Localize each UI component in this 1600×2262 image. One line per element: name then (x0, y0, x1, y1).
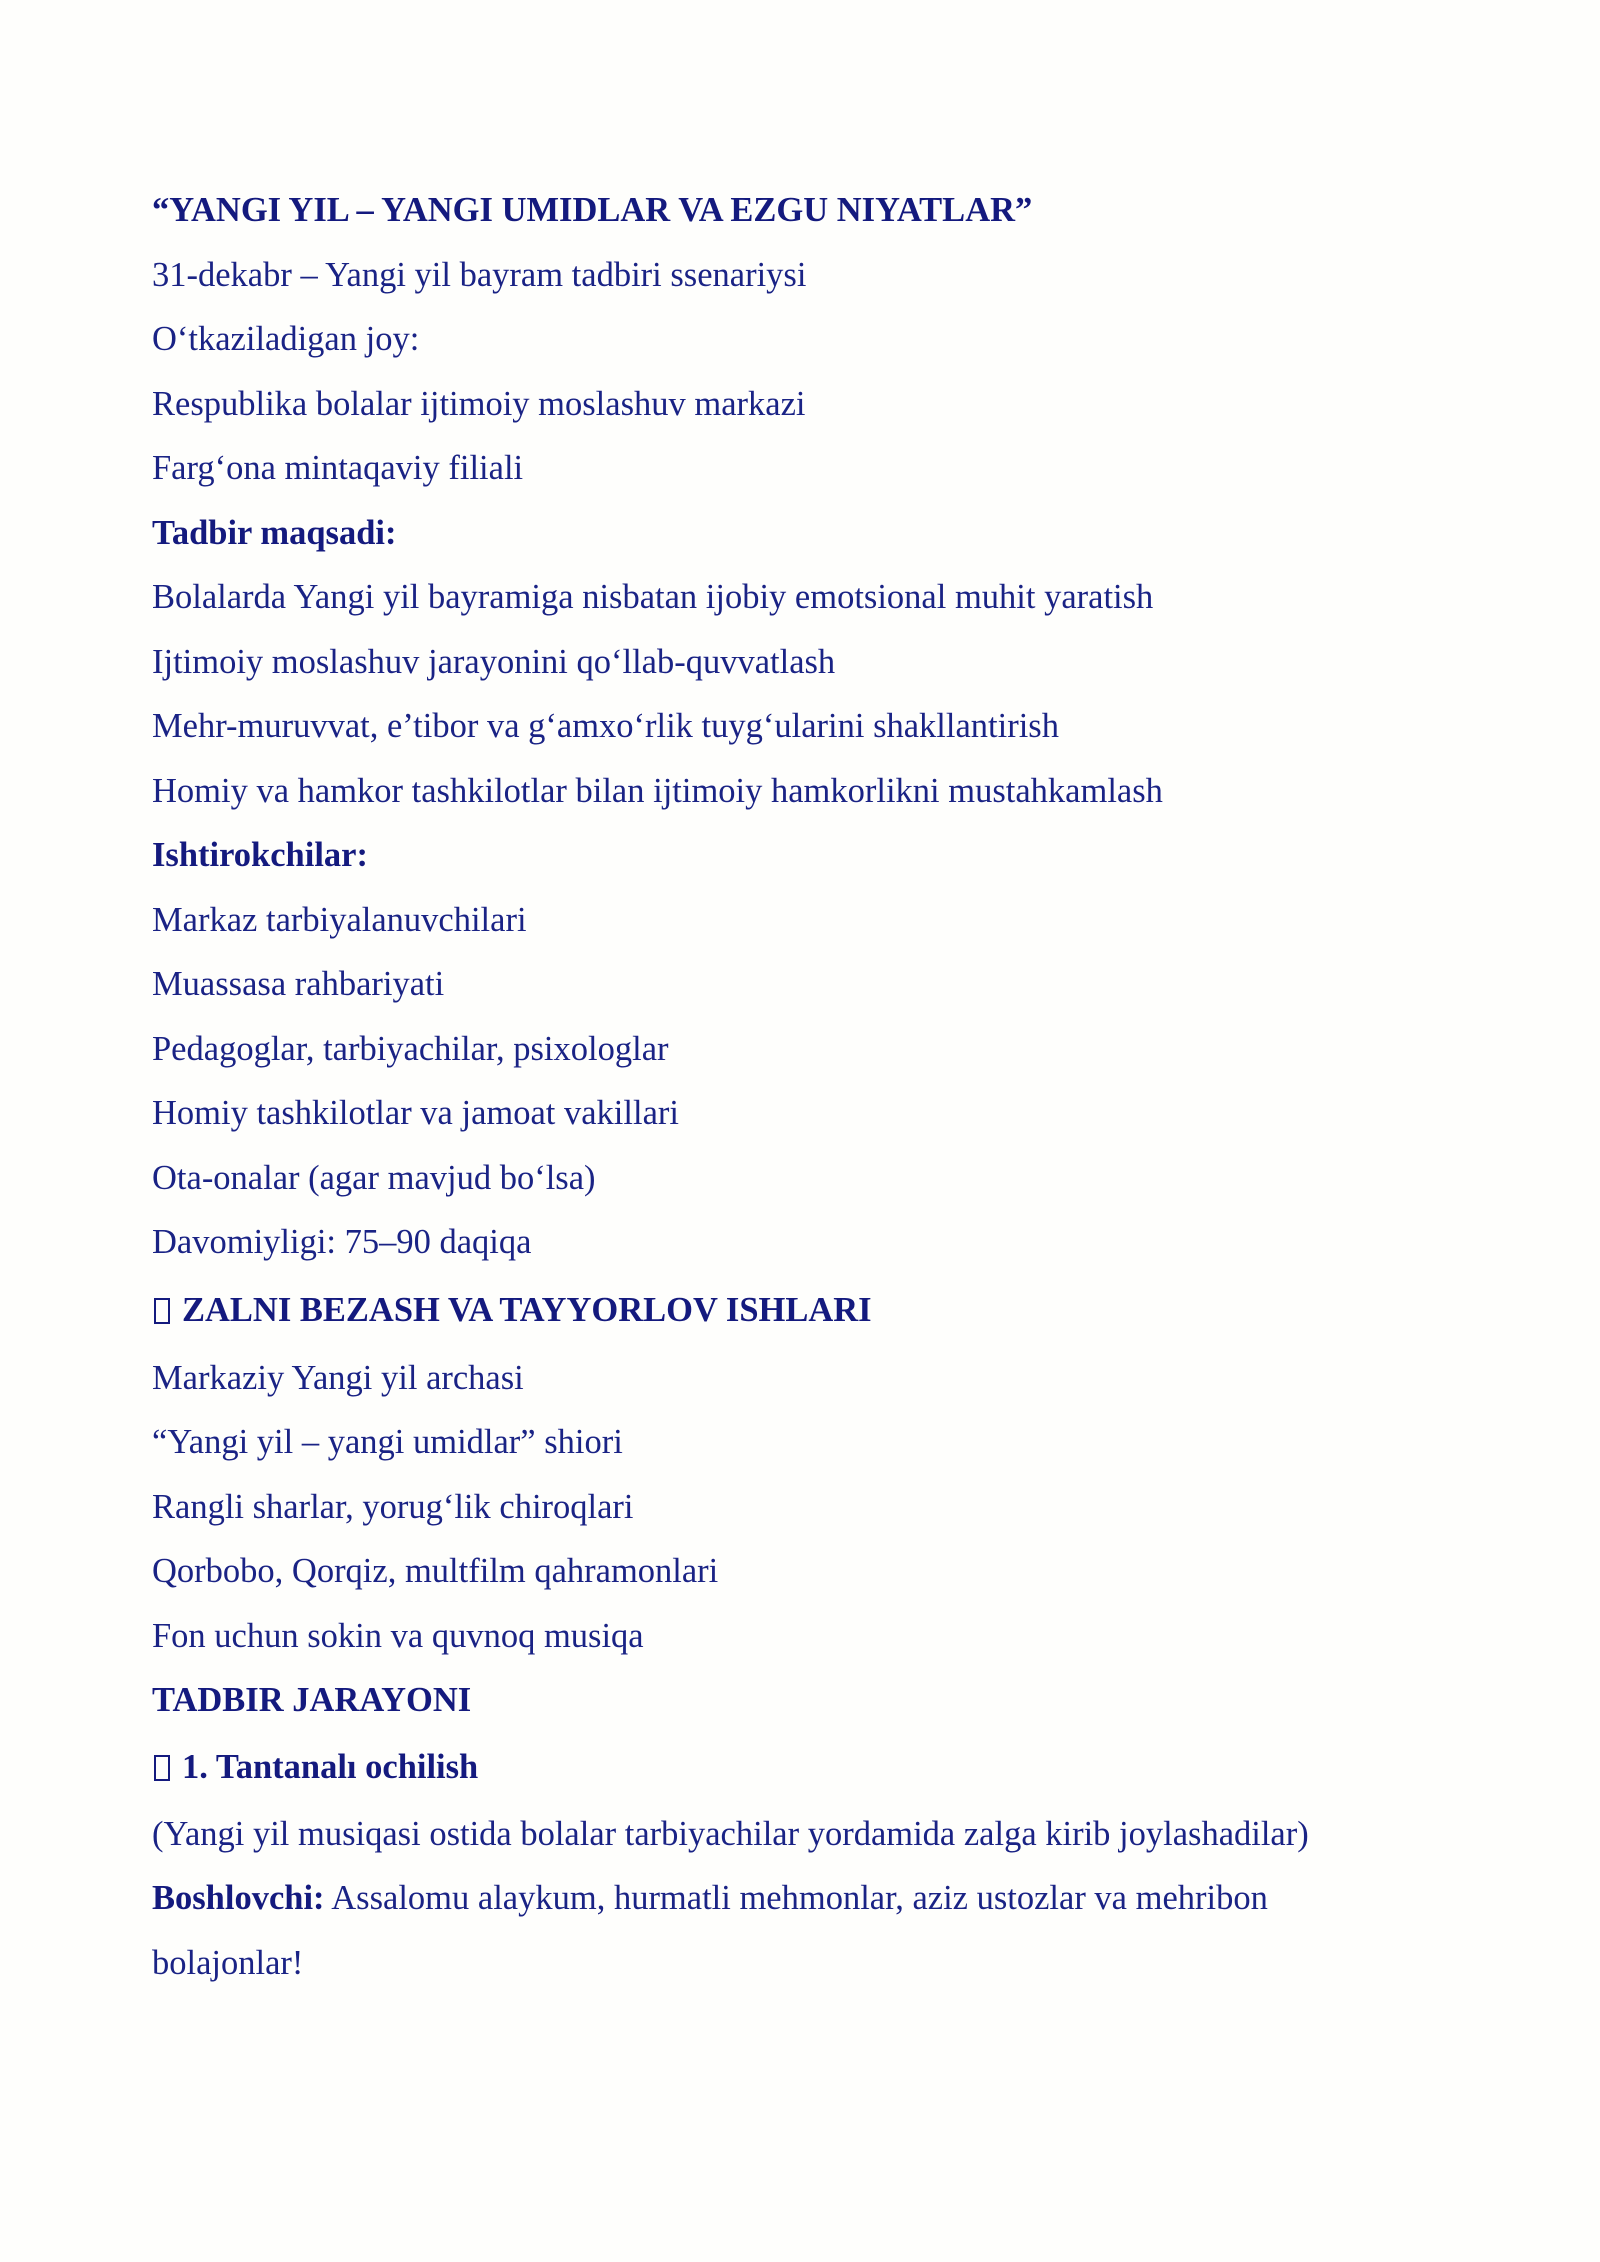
missing-glyph-icon (154, 1755, 170, 1781)
venue-label: O‘tkaziladigan joy: (152, 320, 420, 358)
goals-heading: Tadbir maqsadi: (152, 513, 397, 552)
section1-heading: 1. Tantanalı ochilish (182, 1747, 479, 1786)
participant-item: Muassasa rahbariyati (152, 965, 445, 1003)
decor-item: Qorbobo, Qorqiz, multfilm qahramonlari (152, 1552, 719, 1590)
participants-heading: Ishtirokchilar: (152, 836, 368, 874)
document-body (152, 178, 1472, 1995)
participant-item: Homiy tashkilotlar va jamoat vakillari (152, 1094, 679, 1132)
program-heading: TADBIR JARAYONI (152, 1681, 472, 1719)
goal-item: Ijtimoiy moslashuv jarayonini qo‘llab-quvvatlash (152, 642, 836, 681)
decor-item: “Yangi yil – yangi umidlar” shiori (152, 1423, 623, 1461)
section1-note: (Yangi yil musiqasi ostida bolalar tarbiyachilar yordamida zalga kirib joylashadilar) (152, 1814, 1309, 1853)
decor-item: Markaziy Yangi yil archasi (152, 1358, 524, 1397)
goal-item: Bolalarda Yangi yil bayramiga nisbatan ijobiy emotsional muhit yaratish (152, 578, 1154, 616)
host-text: Assalomu alaykum, hurmatli mehmonlar, aziz ustozlar va mehribon bolajonlar! (152, 1879, 1268, 1982)
decor-item: Fon uchun sokin va quvnoq musiqa (152, 1616, 644, 1655)
venue-line-1: Respublika bolalar ijtimoiy moslashuv markazi (152, 384, 806, 423)
participant-item: Ota-onalar (agar mavjud bo‘lsa) (152, 1158, 596, 1197)
host-label: Boshlovchi: (152, 1879, 325, 1917)
decor-heading: ZALNI BEZASH VA TAYYORLOV ISHLARI (182, 1290, 872, 1329)
goal-item: Mehr-muruvvat, e’tibor va g‘amxo‘rlik tuyg‘ularini shakllantirish (152, 707, 1059, 745)
venue-line-2: Farg‘ona mintaqaviy filiali (152, 449, 524, 487)
host-paragraph (152, 1866, 1412, 1995)
section1-heading-row (152, 1733, 1472, 1802)
participant-item: Markaz tarbiyalanuvchilari (152, 900, 527, 939)
decor-heading-row (152, 1275, 1472, 1346)
document-subtitle: 31-dekabr – Yangi yil bayram tadbiri ssenariysi (152, 255, 807, 294)
goal-item: Homiy va hamkor tashkilotlar bilan ijtimoiy hamkorlikni mustahkamlash (152, 771, 1163, 810)
document-title: “YANGI YIL – YANGI UMIDLAR VA EZGU NIYATLAR” (152, 191, 1033, 229)
participant-item: Pedagoglar, tarbiyachilar, psixologlar (152, 1029, 669, 1068)
missing-glyph-icon (154, 1298, 170, 1324)
decor-item: Rangli sharlar, yorug‘lik chiroqlari (152, 1487, 634, 1526)
duration: Davomiyligi: 75–90 daqiqa (152, 1223, 532, 1261)
